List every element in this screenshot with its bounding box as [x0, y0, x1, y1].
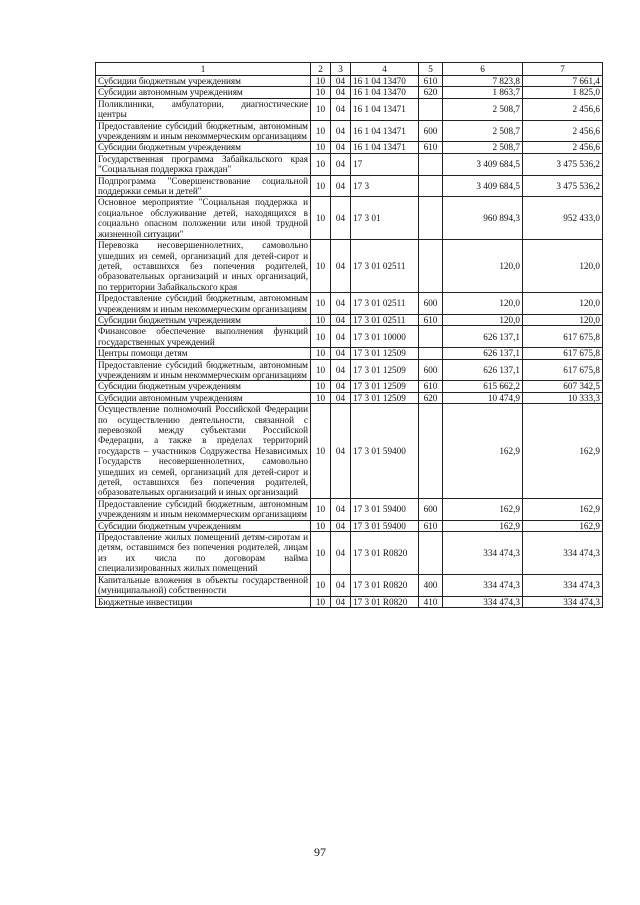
expense-type-cell: [419, 404, 443, 499]
section-cell: 10: [311, 98, 331, 120]
subsection-cell: 04: [331, 153, 351, 175]
table-row: [96, 175, 603, 197]
table-row: [96, 596, 603, 607]
row-name-cell: Центры помощи детям: [96, 348, 311, 359]
expense-type-cell: 610: [419, 314, 443, 325]
table-row: [96, 142, 603, 153]
row-name-cell: Осуществление полномочий Российской Федерации по осуществлению деятельности, связанной с перевозкой между субъектами Российской Федерации, а также в пределах территорий государств – участников Содружества Независимых Государств несовершеннолетних, самовольно ушедших из семей, организаций для детей-сирот и детей, оставшихся без попечения родителей, образовательных организаций и иных организаций: [96, 404, 311, 499]
subsection-cell: 04: [331, 596, 351, 607]
amount-year2-cell: 120,0: [523, 240, 603, 293]
amount-year1-cell: 10 474,9: [443, 392, 523, 403]
amount-year2-cell: 617 675,8: [523, 326, 603, 348]
table-row: [96, 197, 603, 240]
amount-year1-cell: 1 863,7: [443, 87, 523, 98]
header-cell: 5: [419, 63, 443, 76]
subsection-cell: 04: [331, 142, 351, 153]
target-article-cell: 17 3 01 12509: [351, 392, 419, 403]
amount-year1-cell: 334 474,3: [443, 574, 523, 596]
section-cell: 10: [311, 314, 331, 325]
subsection-cell: 04: [331, 98, 351, 120]
target-article-cell: 17 3 01 R0820: [351, 574, 419, 596]
expense-type-cell: [419, 197, 443, 240]
table-header-row: [96, 63, 603, 76]
section-cell: 10: [311, 326, 331, 348]
section-cell: 10: [311, 404, 331, 499]
section-cell: 10: [311, 574, 331, 596]
section-cell: 10: [311, 240, 331, 293]
amount-year2-cell: 162,9: [523, 404, 603, 499]
amount-year2-cell: 162,9: [523, 498, 603, 520]
table-row: [96, 532, 603, 575]
amount-year1-cell: 120,0: [443, 314, 523, 325]
amount-year1-cell: 120,0: [443, 240, 523, 293]
table-row: [96, 120, 603, 142]
target-article-cell: 16 1 04 13471: [351, 120, 419, 142]
table-row: [96, 314, 603, 325]
subsection-cell: 04: [331, 197, 351, 240]
subsection-cell: 04: [331, 293, 351, 315]
target-article-cell: 17 3 01 12509: [351, 348, 419, 359]
expense-type-cell: 610: [419, 76, 443, 87]
section-cell: 10: [311, 532, 331, 575]
row-name-cell: Предоставление субсидий бюджетным, автономным учреждениям и иным некоммерческим организациям: [96, 120, 311, 142]
row-name-cell: Предоставление субсидий бюджетным, автономным учреждениям и иным некоммерческим организациям: [96, 293, 311, 315]
amount-year1-cell: 626 137,1: [443, 326, 523, 348]
target-article-cell: 16 1 04 13470: [351, 87, 419, 98]
table-row: [96, 498, 603, 520]
row-name-cell: Поликлиники, амбулатории, диагностические центры: [96, 98, 311, 120]
page-number: 97: [314, 845, 326, 859]
amount-year1-cell: 120,0: [443, 293, 523, 315]
target-article-cell: 16 1 04 13471: [351, 142, 419, 153]
table-row: [96, 359, 603, 381]
table-row: [96, 381, 603, 392]
amount-year2-cell: 607 342,5: [523, 381, 603, 392]
row-name-cell: Субсидии бюджетным учреждениям: [96, 76, 311, 87]
target-article-cell: 17 3 01 R0820: [351, 532, 419, 575]
section-cell: 10: [311, 175, 331, 197]
target-article-cell: 17 3 01 R0820: [351, 596, 419, 607]
expense-type-cell: 610: [419, 381, 443, 392]
target-article-cell: 17 3 01 12509: [351, 381, 419, 392]
target-article-cell: 17 3 01 02511: [351, 293, 419, 315]
table-row: [96, 98, 603, 120]
subsection-cell: 04: [331, 498, 351, 520]
header-cell: 1: [96, 63, 311, 76]
amount-year1-cell: 3 409 684,5: [443, 153, 523, 175]
table-row: [96, 76, 603, 87]
expense-type-cell: [419, 153, 443, 175]
target-article-cell: 16 1 04 13470: [351, 76, 419, 87]
amount-year2-cell: 952 433,0: [523, 197, 603, 240]
amount-year2-cell: 2 456,6: [523, 142, 603, 153]
amount-year2-cell: 7 661,4: [523, 76, 603, 87]
row-name-cell: Подпрограмма "Совершенствование социальной поддержки семьи и детей": [96, 175, 311, 197]
section-cell: 10: [311, 392, 331, 403]
amount-year1-cell: 2 508,7: [443, 120, 523, 142]
amount-year2-cell: 617 675,8: [523, 348, 603, 359]
row-name-cell: Финансовое обеспечение выполнения функций государственных учреждений: [96, 326, 311, 348]
header-cell: 6: [443, 63, 523, 76]
amount-year1-cell: 626 137,1: [443, 348, 523, 359]
section-cell: 10: [311, 76, 331, 87]
row-name-cell: Перевозка несовершеннолетних, самовольно ушедших из семей, организаций для детей-сирот и детей, оставшихся без попечения родителей, образовательных организаций и иных организаций, по территории Забайкальского края: [96, 240, 311, 293]
section-cell: 10: [311, 87, 331, 98]
subsection-cell: 04: [331, 87, 351, 98]
section-cell: 10: [311, 520, 331, 531]
amount-year1-cell: 3 409 684,5: [443, 175, 523, 197]
subsection-cell: 04: [331, 175, 351, 197]
expense-type-cell: 610: [419, 520, 443, 531]
amount-year1-cell: 615 662,2: [443, 381, 523, 392]
subsection-cell: 04: [331, 76, 351, 87]
target-article-cell: 17 3 01 02511: [351, 240, 419, 293]
amount-year2-cell: 334 474,3: [523, 532, 603, 575]
amount-year2-cell: 334 474,3: [523, 596, 603, 607]
expense-type-cell: 600: [419, 293, 443, 315]
expense-type-cell: [419, 98, 443, 120]
section-cell: 10: [311, 293, 331, 315]
target-article-cell: 17 3 01 59400: [351, 498, 419, 520]
section-cell: 10: [311, 197, 331, 240]
row-name-cell: Субсидии бюджетным учреждениям: [96, 381, 311, 392]
amount-year2-cell: 2 456,6: [523, 120, 603, 142]
subsection-cell: 04: [331, 314, 351, 325]
row-name-cell: Государственная программа Забайкальского края "Социальная поддержка граждан": [96, 153, 311, 175]
header-cell: 4: [351, 63, 419, 76]
subsection-cell: 04: [331, 120, 351, 142]
header-cell: 3: [331, 63, 351, 76]
table-row: [96, 392, 603, 403]
table-row: [96, 348, 603, 359]
header-cell: 2: [311, 63, 331, 76]
table-row: [96, 240, 603, 293]
table-row: [96, 326, 603, 348]
amount-year1-cell: 162,9: [443, 498, 523, 520]
target-article-cell: 17 3 01 10000: [351, 326, 419, 348]
subsection-cell: 04: [331, 240, 351, 293]
row-name-cell: Бюджетные инвестиции: [96, 596, 311, 607]
expense-type-cell: 600: [419, 120, 443, 142]
section-cell: 10: [311, 120, 331, 142]
amount-year2-cell: 10 333,3: [523, 392, 603, 403]
expense-type-cell: 620: [419, 392, 443, 403]
target-article-cell: 17 3: [351, 175, 419, 197]
row-name-cell: Предоставление жилых помещений детям-сиротам и детям, оставшимся без попечения родителей, лицам из их числа по договорам найма специализированных жилых помещений: [96, 532, 311, 575]
row-name-cell: Предоставление субсидий бюджетным, автономным учреждениям и иным некоммерческим организациям: [96, 498, 311, 520]
table-row: [96, 87, 603, 98]
subsection-cell: 04: [331, 574, 351, 596]
subsection-cell: 04: [331, 392, 351, 403]
subsection-cell: 04: [331, 404, 351, 499]
row-name-cell: Субсидии бюджетным учреждениям: [96, 142, 311, 153]
section-cell: 10: [311, 359, 331, 381]
budget-table: [95, 62, 603, 608]
subsection-cell: 04: [331, 520, 351, 531]
expense-type-cell: 410: [419, 596, 443, 607]
subsection-cell: 04: [331, 326, 351, 348]
subsection-cell: 04: [331, 532, 351, 575]
expense-type-cell: [419, 348, 443, 359]
row-name-cell: Субсидии автономным учреждениям: [96, 392, 311, 403]
expense-type-cell: [419, 175, 443, 197]
table-row: [96, 520, 603, 531]
amount-year1-cell: 960 894,3: [443, 197, 523, 240]
target-article-cell: 17 3 01: [351, 197, 419, 240]
table-row: [96, 404, 603, 499]
subsection-cell: 04: [331, 359, 351, 381]
expense-type-cell: 600: [419, 498, 443, 520]
amount-year2-cell: 617 675,8: [523, 359, 603, 381]
amount-year1-cell: 2 508,7: [443, 98, 523, 120]
expense-type-cell: 400: [419, 574, 443, 596]
amount-year2-cell: 3 475 536,2: [523, 175, 603, 197]
section-cell: 10: [311, 142, 331, 153]
amount-year1-cell: 334 474,3: [443, 596, 523, 607]
header-cell: 7: [523, 63, 603, 76]
amount-year1-cell: 334 474,3: [443, 532, 523, 575]
amount-year1-cell: 162,9: [443, 520, 523, 531]
section-cell: 10: [311, 381, 331, 392]
amount-year1-cell: 7 823,8: [443, 76, 523, 87]
row-name-cell: Предоставление субсидий бюджетным, автономным учреждениям и иным некоммерческим организациям: [96, 359, 311, 381]
target-article-cell: 17 3 01 12509: [351, 359, 419, 381]
expense-type-cell: 600: [419, 359, 443, 381]
amount-year2-cell: 334 474,3: [523, 574, 603, 596]
target-article-cell: 16 1 04 13471: [351, 98, 419, 120]
expense-type-cell: 620: [419, 87, 443, 98]
expense-type-cell: [419, 326, 443, 348]
amount-year2-cell: 1 825,0: [523, 87, 603, 98]
target-article-cell: 17 3 01 59400: [351, 404, 419, 499]
row-name-cell: Субсидии бюджетным учреждениям: [96, 314, 311, 325]
subsection-cell: 04: [331, 381, 351, 392]
amount-year2-cell: 162,9: [523, 520, 603, 531]
row-name-cell: Основное мероприятие "Социальная поддержка и социальное обслуживание детей, находящихся в социально опасном положении или иной трудной жизненной ситуации": [96, 197, 311, 240]
row-name-cell: Субсидии бюджетным учреждениям: [96, 520, 311, 531]
amount-year2-cell: 3 475 536,2: [523, 153, 603, 175]
section-cell: 10: [311, 153, 331, 175]
target-article-cell: 17 3 01 59400: [351, 520, 419, 531]
amount-year2-cell: 2 456,6: [523, 98, 603, 120]
row-name-cell: Субсидии автономным учреждениям: [96, 87, 311, 98]
expense-type-cell: [419, 240, 443, 293]
amount-year2-cell: 120,0: [523, 314, 603, 325]
target-article-cell: 17: [351, 153, 419, 175]
expense-type-cell: [419, 532, 443, 575]
table-row: [96, 574, 603, 596]
section-cell: 10: [311, 596, 331, 607]
section-cell: 10: [311, 348, 331, 359]
table-row: [96, 153, 603, 175]
amount-year1-cell: 2 508,7: [443, 142, 523, 153]
subsection-cell: 04: [331, 348, 351, 359]
amount-year1-cell: 626 137,1: [443, 359, 523, 381]
amount-year2-cell: 120,0: [523, 293, 603, 315]
target-article-cell: 17 3 01 02511: [351, 314, 419, 325]
table-row: [96, 293, 603, 315]
expense-type-cell: 610: [419, 142, 443, 153]
section-cell: 10: [311, 498, 331, 520]
amount-year1-cell: 162,9: [443, 404, 523, 499]
row-name-cell: Капитальные вложения в объекты государственной (муниципальной) собственности: [96, 574, 311, 596]
